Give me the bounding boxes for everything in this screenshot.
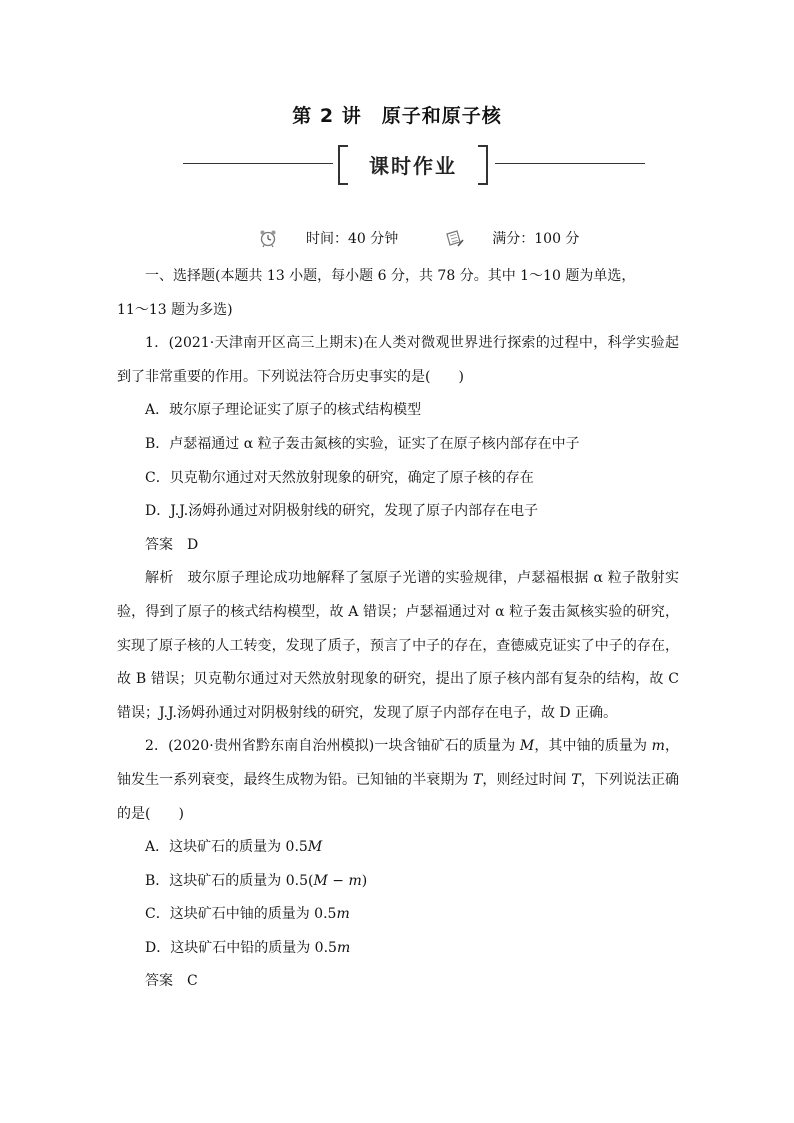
section-banner: [183, 143, 645, 185]
q2-stem: 2．(2020·贵州省黔东南自治州模拟)一块含铀矿石的质量为 M，其中铀的质量为 m，铀发生一系列衰变，最终生成物为铅。已知铀的半衰期为 T，则经过时间 T，下列说法正确的是( ): [117, 738, 680, 822]
answer-value: D: [187, 536, 199, 553]
alarm-clock-icon: [258, 228, 278, 248]
banner-rule-left: [183, 163, 333, 164]
q2-option-b: B．这块矿石的质量为 0.5(M − m): [145, 872, 368, 889]
q2-option-c: C．这块矿石中铀的质量为 0.5m: [145, 906, 350, 923]
time-limit: 时间：40 分钟: [306, 231, 399, 247]
q2-option-a: A．这块矿石的质量为 0.5M: [145, 839, 323, 856]
q2-option-d: D．这块矿石中铅的质量为 0.5m: [145, 939, 351, 956]
banner-rule-right: [495, 163, 645, 164]
answer-label: 答案: [145, 973, 173, 990]
paper-pen-icon: [444, 228, 464, 248]
section-heading: 一、选择题(本题共 13 小题，每小题 6 分，共 78 分。其中 1～10 题为单选，: [145, 268, 636, 284]
banner-box: [338, 145, 488, 181]
banner-label: 课时作业: [369, 154, 457, 178]
analysis-text: 玻尔原子理论成功地解释了氢原子光谱的实验规律，卢瑟福根据 α 粒子散射实验，得到了原子的核式结构模型，故 A 错误；卢瑟福通过对 α 粒子轰击氮核实验的研究，实现了原子核的人工转变，发现了质子，预言了中子的存在，查德威克证实了中子的存在，故 B 错误；贝克勒尔通过对天然放射现象的研究，提出了原子核内部有复杂的结构，故 C 错误；J.J.汤姆孙通过对阴极射线的研究，发现了原子内部存在电子，故 D 正确。: [117, 570, 680, 721]
full-score: 满分：100 分: [492, 231, 580, 247]
analysis-label: 解析: [145, 570, 174, 587]
q1-option-b: B．卢瑟福通过 α 粒子轰击氮核的实验，证实了在原子核内部存在中子: [145, 435, 580, 452]
section-heading-cont: 11～13 题为多选): [117, 301, 233, 318]
answer-label: 答案: [145, 536, 173, 553]
page-title: 第 2 讲 原子和原子核: [292, 105, 502, 127]
q1-analysis: [117, 562, 679, 730]
question-content: [117, 260, 679, 999]
q1-answer: [117, 529, 679, 563]
q1-option-d: D．J.J.汤姆孙通过对阴极射线的研究，发现了原子内部存在电子: [145, 503, 539, 520]
answer-value: C: [187, 973, 198, 990]
exam-meta: [258, 226, 579, 250]
q1-option-c: C．贝克勒尔通过对天然放射现象的研究，确定了原子核的存在: [145, 469, 534, 486]
q2-answer: [117, 965, 679, 999]
bracket-right-icon: [478, 145, 488, 185]
q1-option-a: A．玻尔原子理论证实了原子的核式结构模型: [145, 402, 422, 419]
q1-stem: 1．(2021·天津南开区高三上期末)在人类对微观世界进行探索的过程中，科学实验起到了非常重要的作用。下列说法符合历史事实的是( ): [117, 335, 679, 385]
